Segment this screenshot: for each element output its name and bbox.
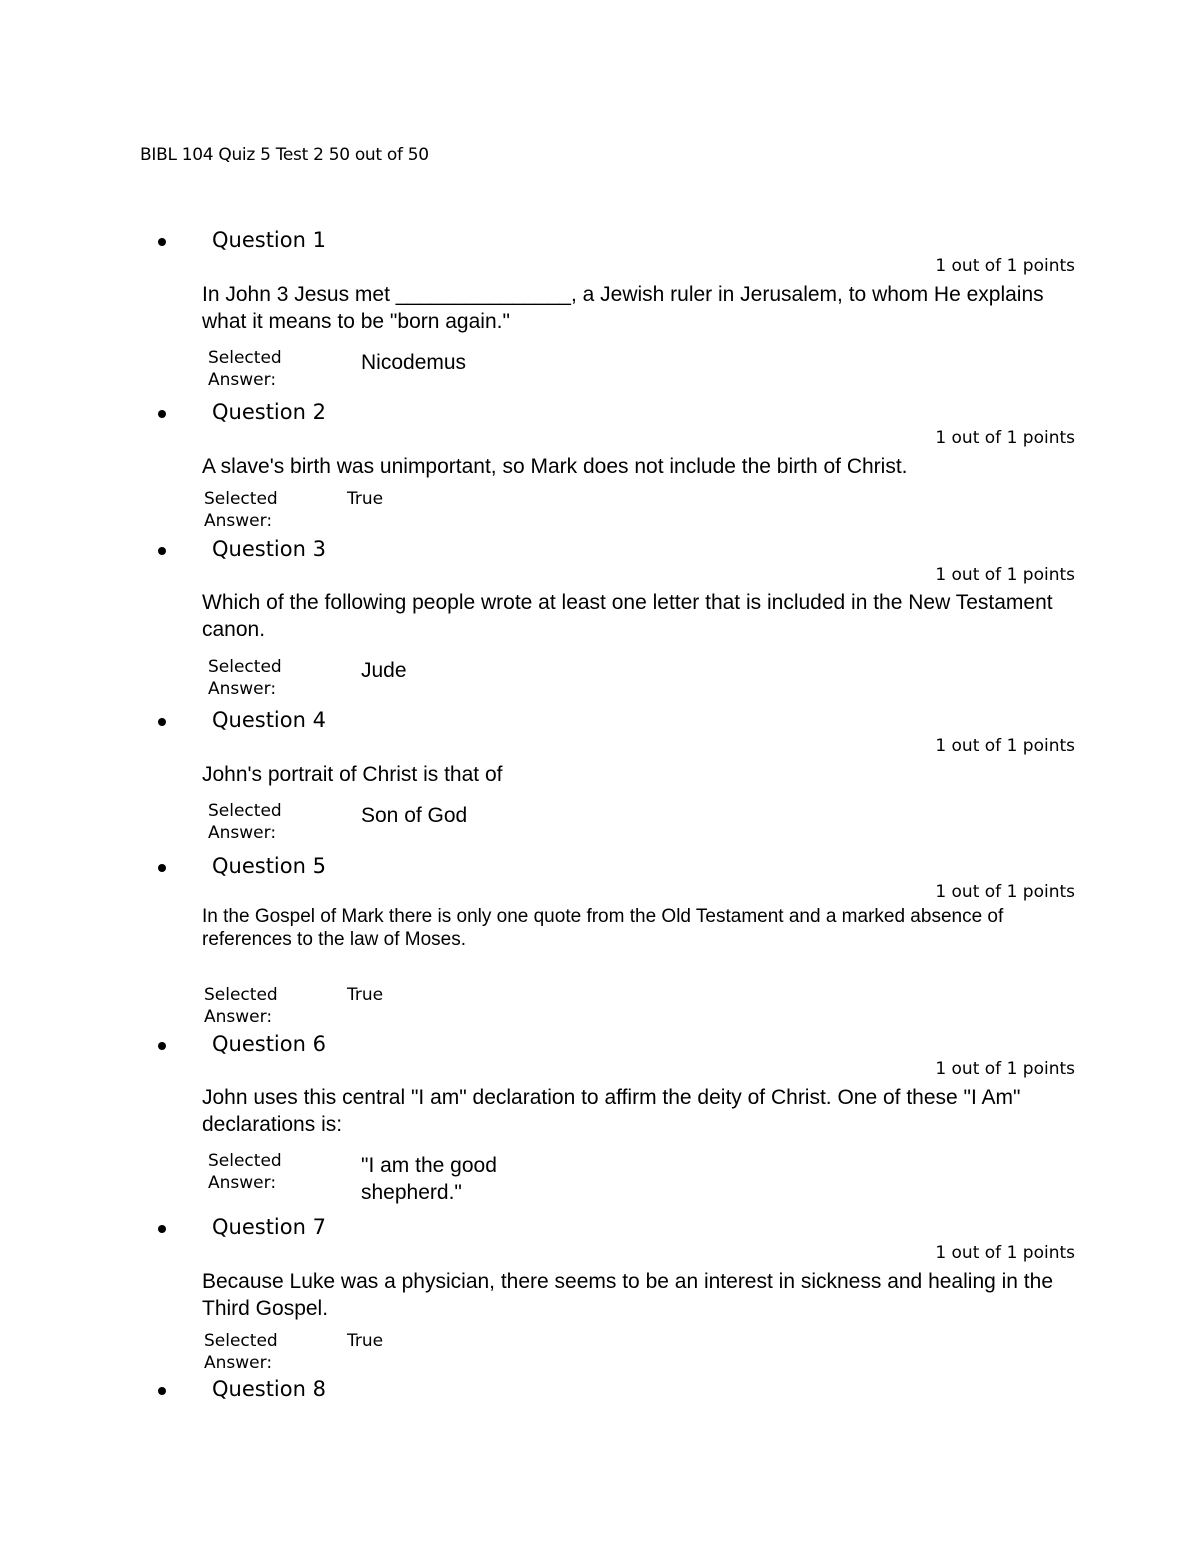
bullet-icon bbox=[158, 1387, 166, 1395]
question-text: A slave's birth was unimportant, so Mark does not include the birth of Christ. bbox=[202, 455, 908, 478]
bullet-icon bbox=[158, 547, 166, 555]
question-title: Question 8 bbox=[212, 1377, 326, 1401]
question-points: 1 out of 1 points bbox=[935, 1059, 1075, 1079]
selected-answer-label: Selected Answer: bbox=[208, 801, 282, 843]
question-text: John uses this central "I am" declaration to affirm the deity of Christ. One of these "I Am" declarations is: bbox=[202, 1086, 1021, 1136]
question-points: 1 out of 1 points bbox=[935, 736, 1075, 756]
question-points: 1 out of 1 points bbox=[935, 1243, 1075, 1263]
bullet-icon bbox=[158, 718, 166, 726]
selected-answer-value: "I am the good shepherd." bbox=[361, 1154, 497, 1204]
question-title: Question 4 bbox=[212, 708, 326, 732]
question-title: Question 2 bbox=[212, 400, 326, 424]
question-points: 1 out of 1 points bbox=[935, 882, 1075, 902]
question-text: Which of the following people wrote at least one letter that is included in the New Testament canon. bbox=[202, 591, 1053, 641]
question-title: Question 6 bbox=[212, 1032, 326, 1056]
question-text: John's portrait of Christ is that of bbox=[202, 763, 503, 786]
selected-answer-value: Nicodemus bbox=[361, 351, 467, 374]
question-text: In John 3 Jesus met _______________, a Jewish ruler in Jerusalem, to whom He explains what it means to be "born again." bbox=[202, 283, 1044, 333]
selected-answer-value: Jude bbox=[361, 659, 407, 682]
bullet-icon bbox=[158, 864, 166, 872]
selected-answer-label: Selected Answer: bbox=[204, 489, 278, 531]
question-title: Question 5 bbox=[212, 854, 326, 878]
bullet-icon bbox=[158, 410, 166, 418]
document-title: BIBL 104 Quiz 5 Test 2 50 out of 50 bbox=[140, 145, 429, 165]
selected-answer-label: Selected Answer: bbox=[204, 1331, 278, 1373]
question-points: 1 out of 1 points bbox=[935, 428, 1075, 448]
question-text: Because Luke was a physician, there seems to be an interest in sickness and healing in the Third Gospel. bbox=[202, 1270, 1054, 1320]
question-title: Question 1 bbox=[212, 228, 326, 252]
selected-answer-label: Selected Answer: bbox=[208, 348, 282, 390]
selected-answer-value: Son of God bbox=[361, 804, 468, 827]
bullet-icon bbox=[158, 238, 166, 246]
selected-answer-label: Selected Answer: bbox=[204, 985, 278, 1027]
question-points: 1 out of 1 points bbox=[935, 565, 1075, 585]
selected-answer-value: True bbox=[347, 985, 384, 1005]
question-title: Question 3 bbox=[212, 537, 326, 561]
selected-answer-value: True bbox=[347, 1331, 384, 1351]
selected-answer-value: True bbox=[347, 489, 384, 509]
bullet-icon bbox=[158, 1042, 166, 1050]
bullet-icon bbox=[158, 1225, 166, 1233]
selected-answer-label: Selected Answer: bbox=[208, 1151, 282, 1193]
question-points: 1 out of 1 points bbox=[935, 256, 1075, 276]
question-title: Question 7 bbox=[212, 1215, 326, 1239]
question-text: In the Gospel of Mark there is only one quote from the Old Testament and a marked absence of references to the law of Moses. bbox=[202, 906, 1004, 950]
selected-answer-label: Selected Answer: bbox=[208, 657, 282, 699]
